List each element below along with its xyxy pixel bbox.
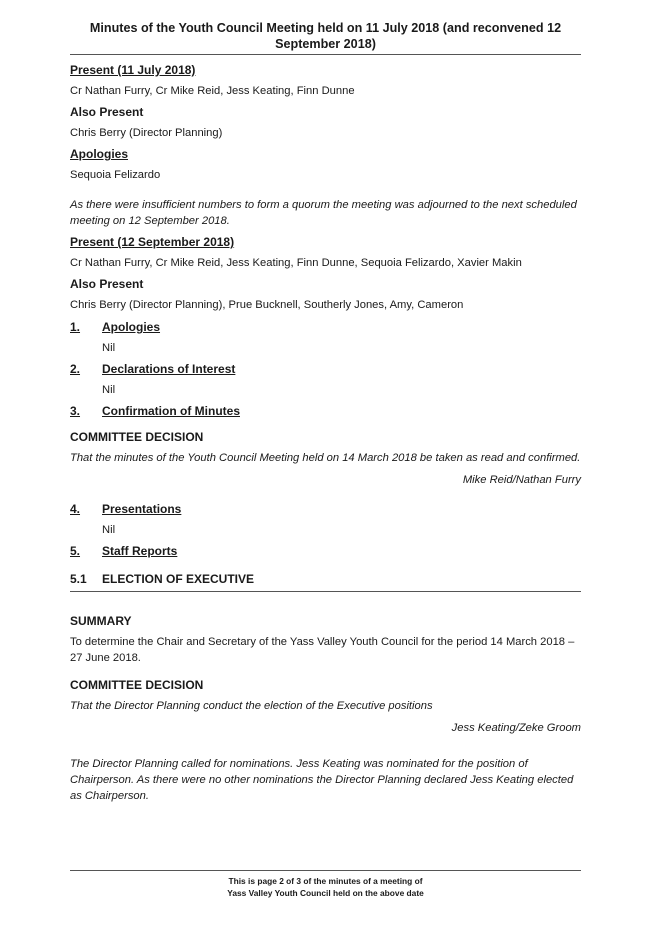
item-2 — [70, 362, 581, 376]
item-4-title: Presentations — [102, 502, 182, 516]
item-5 — [70, 544, 581, 558]
summary-text: To determine the Chair and Secretary of the Yass Valley Youth Council for the period 14 March 2018 – 27 June 2018. — [70, 636, 575, 664]
sub-item-5-1 — [70, 572, 581, 586]
item-3-title: Confirmation of Minutes — [102, 404, 240, 418]
item-4-number: 4. — [70, 502, 81, 516]
item-1 — [70, 320, 581, 334]
nomination-note: The Director Planning called for nominations. Jess Keating was nominated for the position of Chairperson. As there were no other nominations the Director Planning declared Jess Keating elected as Chairperson. — [70, 758, 574, 802]
minutes-page — [70, 20, 581, 804]
item-2-number: 2. — [70, 362, 81, 376]
summary-heading: SUMMARY — [70, 614, 132, 628]
mover-seconder-1: Mike Reid/Nathan Furry — [462, 474, 581, 486]
item-3-number: 3. — [70, 404, 81, 418]
item-1-body: Nil — [102, 342, 116, 354]
present-heading-2: Present (12 September 2018) — [70, 235, 235, 249]
footer-line-1: This is page 2 of 3 of the minutes of a meeting of — [228, 876, 423, 886]
present-names-1: Cr Nathan Furry, Cr Mike Reid, Jess Keating, Finn Dunne — [70, 85, 355, 97]
page-footer — [70, 870, 581, 899]
present-names-2: Cr Nathan Furry, Cr Mike Reid, Jess Keating, Finn Dunne, Sequoia Felizardo, Xavier Makin — [70, 257, 522, 269]
also-present-heading-1: Also Present — [70, 105, 144, 119]
committee-decision-heading-1: COMMITTEE DECISION — [70, 430, 204, 444]
also-present-names-1: Chris Berry (Director Planning) — [70, 127, 223, 139]
item-5-title: Staff Reports — [102, 544, 178, 558]
mover-seconder-2: Jess Keating/Zeke Groom — [451, 722, 581, 734]
item-1-title: Apologies — [102, 320, 161, 334]
present-heading-1: Present (11 July 2018) — [70, 63, 196, 77]
item-4 — [70, 502, 581, 516]
adjourned-note: As there were insufficient numbers to form a quorum the meeting was adjourned to the next scheduled meeting on 12 September 2018. — [70, 199, 577, 227]
sub-item-title: ELECTION OF EXECUTIVE — [102, 572, 255, 586]
page-title: Minutes of the Youth Council Meeting held on 11 July 2018 (and reconvened 12 September 2018) — [89, 21, 562, 51]
title-divider — [70, 54, 581, 55]
item-2-title: Declarations of Interest — [102, 362, 236, 376]
committee-decision-text-2: That the Director Planning conduct the election of the Executive positions — [70, 700, 433, 712]
item-2-body: Nil — [102, 384, 116, 396]
section-divider — [70, 591, 581, 592]
item-5-number: 5. — [70, 544, 81, 558]
committee-decision-text-1: That the minutes of the Youth Council Meeting held on 14 March 2018 be taken as read and confirmed. — [70, 452, 581, 464]
committee-decision-heading-2: COMMITTEE DECISION — [70, 678, 204, 692]
item-3 — [70, 404, 581, 418]
sub-item-number: 5.1 — [70, 572, 87, 586]
apologies-heading: Apologies — [70, 147, 129, 161]
also-present-names-2: Chris Berry (Director Planning), Prue Bucknell, Southerly Jones, Amy, Cameron — [70, 299, 464, 311]
footer-line-2: Yass Valley Youth Council held on the above date — [227, 888, 424, 898]
item-4-body: Nil — [102, 524, 116, 536]
item-1-number: 1. — [70, 320, 81, 334]
apologies-names: Sequoia Felizardo — [70, 169, 161, 181]
also-present-heading-2: Also Present — [70, 277, 144, 291]
